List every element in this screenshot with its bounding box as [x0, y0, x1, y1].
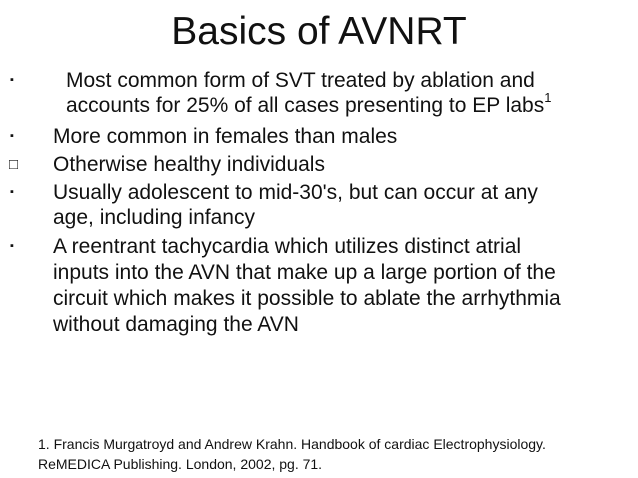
- bullet-line: Most common form of SVT treated by ablation and: [66, 69, 535, 92]
- bullet-line: circuit which makes it possible to ablate the arrhythmia: [53, 287, 561, 310]
- square-bullet-icon: ▪: [10, 74, 14, 86]
- bullet-line: More common in females than males: [53, 125, 398, 148]
- footnote-line: 1. Francis Murgatroyd and Andrew Krahn. Handbook of cardiac Electrophysiology.: [38, 436, 546, 452]
- bullet-line: Otherwise healthy individuals: [53, 153, 325, 176]
- footnote-reference: 1: [544, 90, 552, 105]
- square-bullet-icon: ▪: [10, 186, 14, 198]
- bullet-line: Usually adolescent to mid-30's, but can occur at any: [53, 181, 538, 204]
- footnote-line: ReMEDICA Publishing. London, 2002, pg. 71.: [38, 456, 323, 472]
- hollow-square-bullet-icon: □: [9, 156, 19, 173]
- bullet-line: A reentrant tachycardia which utilizes distinct atrial: [53, 235, 522, 258]
- footnote: [38, 434, 546, 474]
- bullet-line-text: accounts for 25% of all cases presenting to EP labs: [66, 94, 545, 117]
- square-bullet-icon: ▪: [10, 130, 14, 142]
- bullet-line: [66, 90, 552, 118]
- square-bullet-icon: ▪: [10, 240, 14, 252]
- slide-title: Basics of AVNRT: [171, 10, 467, 53]
- bullet-line: age, including infancy: [53, 206, 255, 229]
- bullet-line: inputs into the AVN that make up a large portion of the: [53, 261, 556, 284]
- bullet-line: without damaging the AVN: [53, 313, 299, 336]
